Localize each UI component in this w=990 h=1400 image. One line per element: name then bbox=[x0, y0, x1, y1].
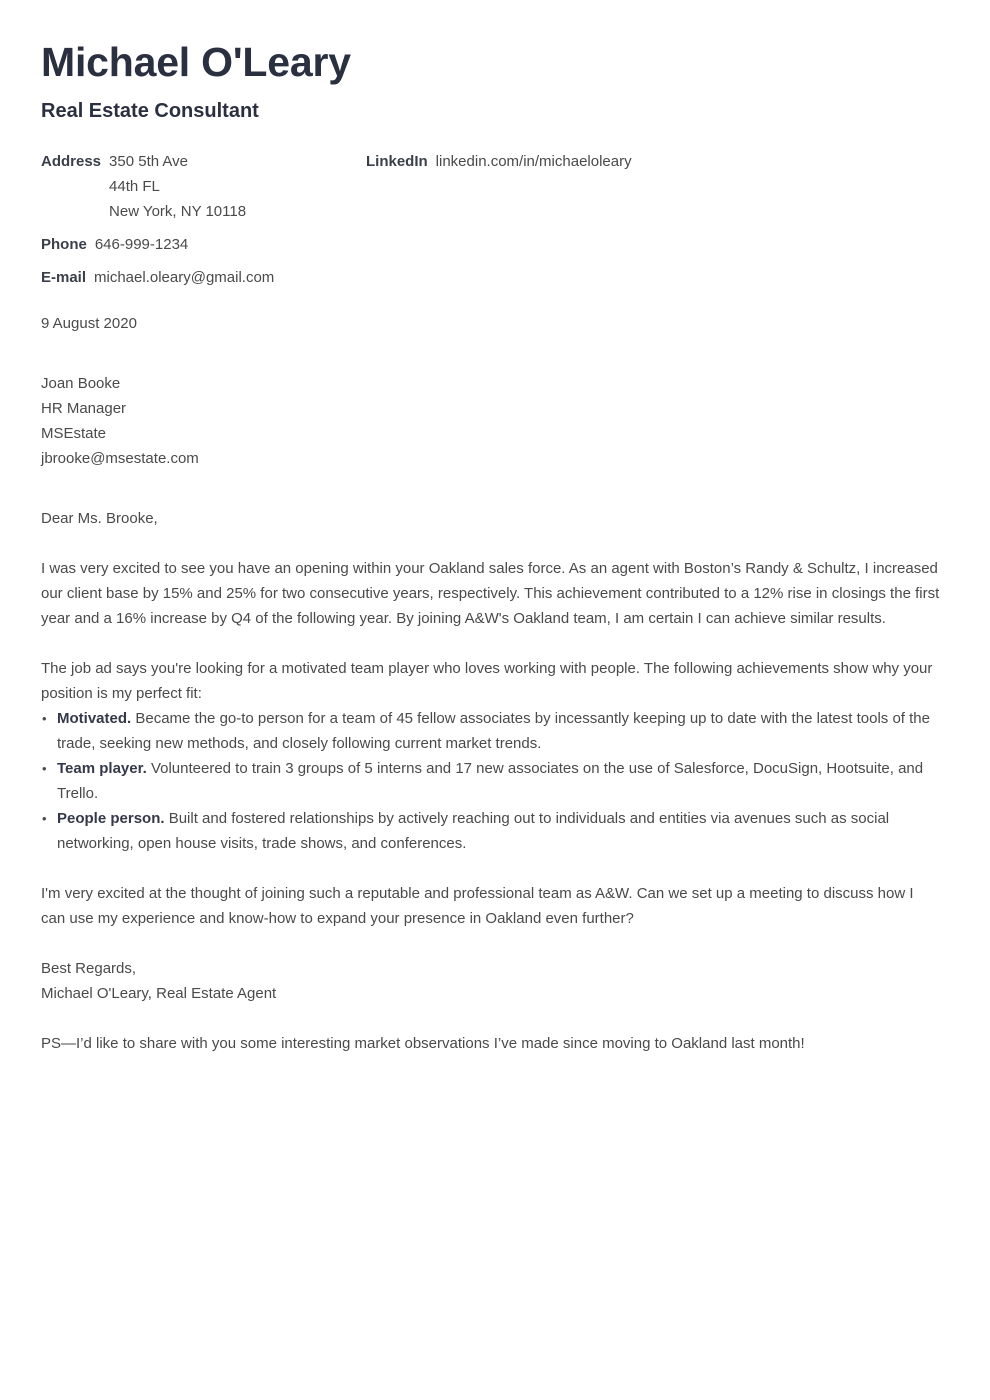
email-value: michael.oleary@gmail.com bbox=[94, 269, 275, 287]
achievements-list bbox=[41, 706, 940, 856]
postscript: PS—I’d like to share with you some interesting market observations I’ve made since moving to Oakland last month! bbox=[41, 1035, 805, 1053]
signature-line: Michael O'Leary, Real Estate Agent bbox=[41, 985, 277, 1003]
email-label: E-mail bbox=[41, 269, 87, 287]
applicant-name: Michael O'Leary bbox=[41, 39, 351, 85]
signoff-block bbox=[41, 956, 940, 1006]
recipient-email: jbrooke@msestate.com bbox=[41, 450, 199, 468]
achievement-label: People person. bbox=[57, 810, 165, 828]
recipient-block bbox=[41, 371, 940, 471]
body-paragraph-3: I'm very excited at the thought of joining such a reputable and professional team as A&W. Can we set up a meeting to discuss how I can use my experience and know-how to expand your presence in Oakland even further? bbox=[41, 885, 914, 928]
contact-row-linkedin bbox=[366, 149, 926, 174]
achievement-label: Team player. bbox=[57, 760, 147, 778]
achievement-text: Built and fostered relationships by actively reaching out to individuals and entities via avenues such as social networking, open house visits, trade shows, and conferences. bbox=[57, 810, 890, 853]
letter-date: 9 August 2020 bbox=[41, 315, 137, 333]
address-line-1: 350 5th Ave bbox=[109, 153, 188, 171]
contact-row-address bbox=[41, 149, 371, 224]
linkedin-label: LinkedIn bbox=[366, 153, 428, 171]
list-item bbox=[41, 756, 940, 806]
list-item bbox=[41, 806, 940, 856]
recipient-title: HR Manager bbox=[41, 400, 127, 418]
phone-label: Phone bbox=[41, 236, 87, 254]
contact-details bbox=[40, 149, 940, 289]
achievement-text: Volunteered to train 3 groups of 5 interns and 17 new associates on the use of Salesforce, DocuSign, Hootsuite, and Trello. bbox=[57, 760, 924, 803]
address-value bbox=[109, 149, 246, 224]
address-label: Address bbox=[41, 153, 102, 171]
body-paragraph-2: The job ad says you're looking for a motivated team player who loves working with people. The following achievements show why your position is my perfect fit: bbox=[41, 660, 933, 703]
recipient-company: MSEstate bbox=[41, 425, 107, 443]
list-item bbox=[41, 706, 940, 756]
body-paragraph-1: I was very excited to see you have an opening within your Oakland sales force. As an agent with Boston’s Randy & Schultz, I increased our client base by 15% and 25% for two consecutive years, respectively. This achievement contributed to a 12% rise in closings the first year and a 16% increase by Q4 of the following year. By joining A&W's Oakland team, I am certain I can achieve similar results. bbox=[41, 560, 940, 628]
contact-row-phone bbox=[41, 232, 371, 257]
contact-row-email bbox=[41, 265, 371, 290]
linkedin-value[interactable]: linkedin.com/in/michaeloleary bbox=[435, 153, 632, 171]
address-line-3: New York, NY 10118 bbox=[109, 203, 247, 221]
recipient-name: Joan Booke bbox=[41, 375, 121, 393]
contact-column-right bbox=[366, 149, 926, 182]
salutation: Dear Ms. Brooke, bbox=[41, 510, 158, 528]
achievement-label: Motivated. bbox=[57, 710, 132, 728]
address-line-2: 44th FL bbox=[109, 178, 160, 196]
contact-column-left bbox=[41, 149, 371, 298]
phone-value: 646-999-1234 bbox=[94, 236, 189, 254]
closing-line: Best Regards, bbox=[41, 960, 137, 978]
applicant-job-title: Real Estate Consultant bbox=[41, 100, 259, 123]
achievement-text: Became the go-to person for a team of 45 fellow associates by incessantly keeping up to date with the latest tools of the trade, seeking new methods, and closely following current market trends. bbox=[57, 710, 930, 753]
